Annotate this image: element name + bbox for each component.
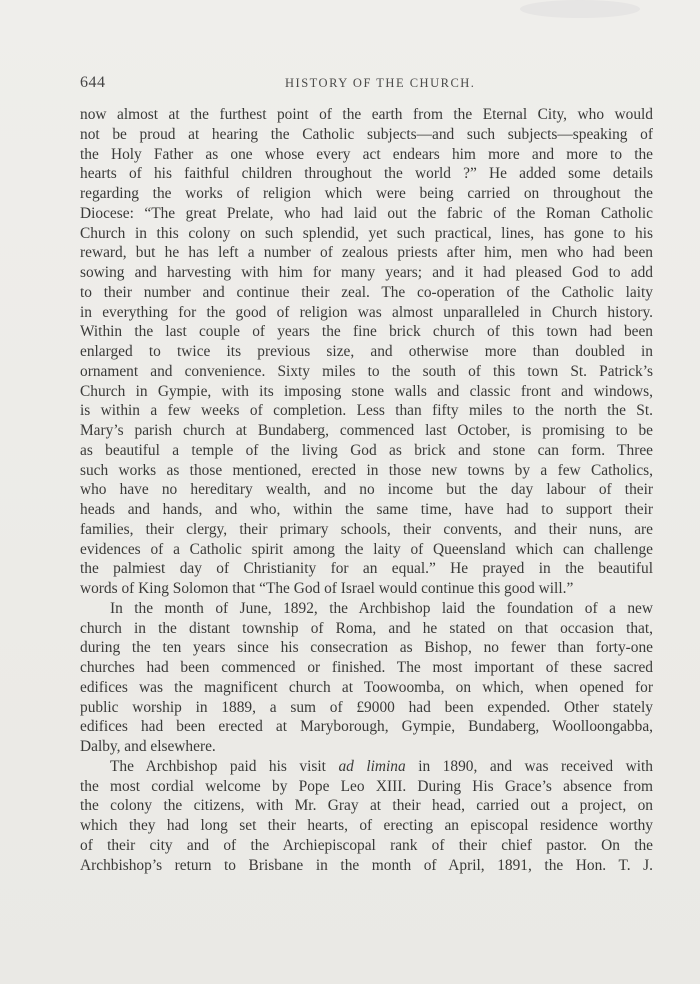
- text-line: such works as those mentioned, erected in those new towns by a few Catholics,: [80, 461, 653, 479]
- text-line: edifices had been erected at Maryborough, Gympie, Bundaberg, Woolloongabba,: [80, 718, 653, 736]
- text-line: Church in this colony on such splendid, yet such practical, lines, has gone to his: [80, 224, 653, 242]
- text-line: church in the distant township of Roma, and he stated on that occasion that,: [80, 619, 653, 637]
- italic-phrase: ad limina: [338, 757, 406, 775]
- text-line: In the month of June, 1892, the Archbishop laid the foundation of a new: [110, 599, 653, 617]
- text-line: who have no hereditary wealth, and no income but the day labour of their: [80, 481, 653, 499]
- text-line: hearts of his faithful children throughout the world ?” He added some details: [80, 165, 653, 183]
- text-line: families, their clergy, their primary schools, their convents, and their nuns, are: [80, 520, 653, 538]
- text-line: Mary’s parish church at Bundaberg, commenced last October, is promising to be: [80, 422, 653, 439]
- text-line: the Holy Father as one whose every act endears him more and more to the: [80, 145, 653, 163]
- text-line: Dalby, and elsewhere.: [80, 738, 216, 755]
- running-title: HISTORY OF THE CHURCH.: [285, 76, 476, 90]
- text-line: Within the last couple of years the fine brick church of this town had been: [80, 323, 653, 341]
- text-line: the most cordial welcome by Pope Leo XIII. During His Grace’s absence from: [80, 777, 653, 795]
- text-line: enlarged to twice its previous size, and otherwise more than doubled in: [80, 343, 653, 360]
- text-line: not be proud at hearing the Catholic subjects—and such subjects—speaking of: [80, 125, 653, 143]
- text-line: The Archbishop paid his visit ad limina in 1890, and was received with: [110, 757, 653, 775]
- text-line: now almost at the furthest point of the earth from the Eternal City, who would: [80, 106, 653, 123]
- body-text: [80, 105, 653, 875]
- text-line: public worship in 1889, a sum of £9000 had been expended. Other stately: [80, 698, 653, 716]
- text-line: the colony the citizens, with Mr. Gray at their head, carried out a project, on: [80, 797, 653, 815]
- page-number: 644: [80, 74, 106, 91]
- text-line: is within a few weeks of completion. Less than fifty miles to the north the St.: [80, 402, 653, 420]
- text-line: churches had been commenced or finished. The most important of these sacred: [80, 659, 653, 676]
- text-line: reward, but he has left a number of zealous priests after him, men who had been: [80, 244, 653, 262]
- text-line: in everything for the good of religion was almost unparalleled in Church history.: [80, 303, 653, 321]
- text-line: sowing and harvesting with him for many years; and it had pleased God to add: [80, 264, 653, 281]
- running-head: [80, 74, 655, 94]
- text-line: ornament and convenience. Sixty miles to the south of this town St. Patrick’s: [80, 362, 653, 380]
- text-line: regarding the works of religion which were being carried on throughout the: [80, 185, 653, 202]
- text-line: as beautiful a temple of the living God as brick and stone can form. Three: [80, 441, 653, 459]
- text-line: words of King Solomon that “The God of Israel would continue this good will.”: [80, 580, 574, 597]
- text-line: during the ten years since his consecration as Bishop, no fewer than forty-one: [80, 639, 653, 657]
- text-line: of their city and of the Archiepiscopal rank of their chief pastor. On the: [80, 836, 653, 854]
- text-line: heads and hands, and who, within the same time, have had to support their: [80, 501, 653, 518]
- text-line: evidences of a Catholic spirit among the laity of Queensland which can challenge: [80, 540, 653, 558]
- text-line: Church in Gympie, with its imposing stone walls and classic front and windows,: [80, 382, 653, 400]
- text-line: which they had long set their hearts, of erecting an episcopal residence worthy: [80, 817, 653, 834]
- text-line: the palmiest day of Christianity for an equal.” He prayed in the beautiful: [80, 560, 653, 578]
- text-line: edifices was the magnificent church at Toowoomba, on which, when opened for: [80, 678, 653, 696]
- text-line: Archbishop’s return to Brisbane in the month of April, 1891, the Hon. T. J.: [80, 856, 653, 874]
- paper-stain: [520, 0, 640, 18]
- text-line: to their number and continue their zeal. The co-operation of the Catholic laity: [80, 283, 653, 301]
- text-line: Diocese: “The great Prelate, who had laid out the fabric of the Roman Catholic: [80, 204, 653, 222]
